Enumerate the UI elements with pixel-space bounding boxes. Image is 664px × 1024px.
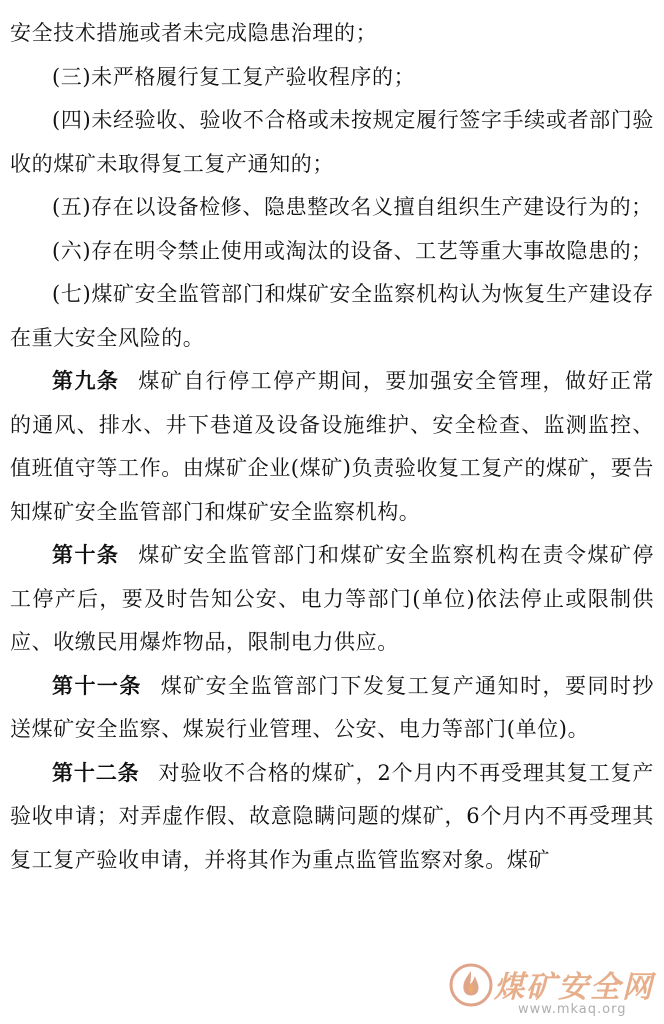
- paragraph-continuation: [10, 12, 654, 56]
- paragraph-text: (五)存在以设备检修、隐患整改名义擅自组织生产建设行为的；: [52, 195, 653, 219]
- document-body: [10, 12, 654, 882]
- flame-logo-icon: [448, 962, 494, 1008]
- list-item-5: [10, 186, 654, 230]
- article-12: [10, 752, 654, 883]
- list-item-6: [10, 230, 654, 274]
- article-label: 第十条: [52, 543, 120, 567]
- site-watermark: [448, 960, 658, 1020]
- list-item-7: [10, 273, 654, 360]
- article-text: 煤矿安全监管部门下发复工复产通知时，要同时抄送煤矿安全监察、煤炭行业管理、公安、电力等部门(单位)。: [10, 673, 654, 741]
- list-item-3: [10, 56, 654, 100]
- paragraph-text: (六)存在明令禁止使用或淘汰的设备、工艺等重大事故隐患的；: [52, 238, 653, 263]
- paragraph-text: 安全技术措施或者未完成隐患治理的；: [10, 21, 378, 45]
- watermark-url: www.mkaq.org: [518, 1002, 627, 1017]
- article-label: 第十一条: [52, 673, 142, 698]
- article-9: [10, 360, 654, 534]
- paragraph-text: (四)未经验收、验收不合格或未按规定履行签字手续或者部门验收的煤矿未取得复工复产通知的；: [10, 108, 654, 176]
- article-text: 煤矿自行停工停产期间，要加强安全管理，做好正常的通风、排水、井下巷道及设备设施维护、安全检查、监测监控、值班值守等工作。由煤矿企业(煤矿)负责验收复工复产的煤矿，要告知煤矿安全监管部门和煤矿安全监察机构。: [10, 369, 654, 524]
- article-text: 对验收不合格的煤矿，2个月内不再受理其复工复产验收申请；对弄虚作假、故意隐瞒问题的煤矿，6个月内不再受理其复工复产验收申请，并将其作为重点监管监察对象。煤矿: [10, 760, 654, 872]
- article-label: 第九条: [52, 369, 120, 393]
- paragraph-text: (七)煤矿安全监管部门和煤矿安全监察机构认为恢复生产建设存在重大安全风险的。: [10, 282, 654, 350]
- watermark-title: 煤矿安全网: [494, 970, 654, 1005]
- article-text: 煤矿安全监管部门和煤矿安全监察机构在责令煤矿停工停产后，要及时告知公安、电力等部门(单位)依法停止或限制供应、收缴民用爆炸物品，限制电力供应。: [10, 543, 654, 654]
- article-label: 第十二条: [52, 760, 140, 785]
- article-10: [10, 534, 654, 665]
- article-11: [10, 665, 654, 752]
- list-item-4: [10, 99, 654, 186]
- paragraph-text: (三)未严格履行复工复产验收程序的；: [52, 64, 416, 89]
